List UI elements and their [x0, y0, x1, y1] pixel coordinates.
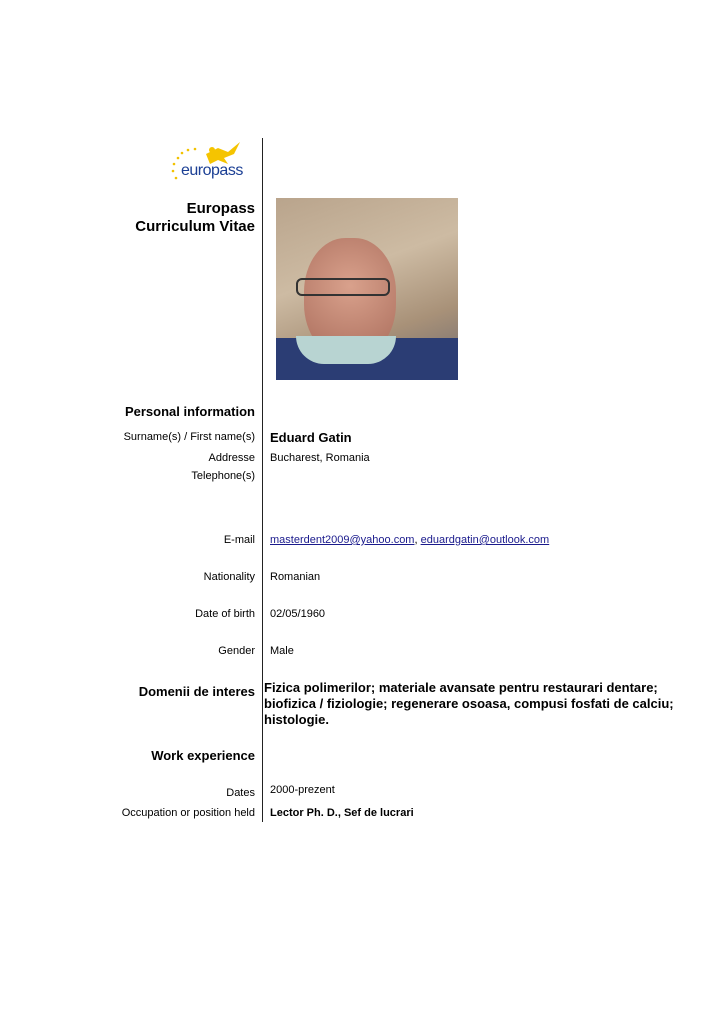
- email-link-1[interactable]: masterdent2009@yahoo.com: [270, 534, 415, 546]
- gender-label: Gender: [218, 645, 255, 657]
- column-divider: [262, 138, 263, 822]
- dates-value: 2000-prezent: [270, 784, 335, 796]
- dates-label: Dates: [226, 787, 255, 799]
- occupation-value: Lector Ph. D., Sef de lucrari: [270, 807, 414, 819]
- dob-value: 02/05/1960: [270, 608, 326, 620]
- name-value: Eduard Gatin: [270, 430, 352, 445]
- interests-text: Fizica polimerilor; materiale avansate pentru restaurari dentare; biofizica / fiziologie; regenerare osoasa, compusi fosfati de calciu; histologie.: [264, 680, 674, 727]
- europass-logo-text: europass: [181, 162, 243, 179]
- email-link-2[interactable]: eduardgatin@outlook.com: [420, 534, 550, 546]
- personal-information-heading: Personal information: [124, 404, 255, 419]
- cv-title: [135, 200, 255, 236]
- work-experience-heading: Work experience: [151, 748, 255, 763]
- title-line-1: Europass: [186, 200, 255, 217]
- dob-label: Date of birth: [195, 608, 255, 620]
- occupation-label: Occupation or position held: [121, 807, 255, 819]
- interests-label: Domenii de interes: [138, 684, 255, 699]
- address-label: Addresse: [208, 452, 255, 464]
- profile-photo: [276, 198, 458, 380]
- email-value: masterdent2009@yahoo.com, eduardgatin@outlook.com: [270, 534, 550, 546]
- nationality-label: Nationality: [203, 571, 255, 583]
- email-label: E-mail: [223, 534, 255, 546]
- title-line-2: Curriculum Vitae: [135, 218, 255, 235]
- name-label: Surname(s) / First name(s): [123, 431, 255, 443]
- nationality-value: Romanian: [270, 571, 321, 583]
- telephone-label: Telephone(s): [191, 470, 255, 482]
- gender-value: Male: [270, 645, 294, 657]
- address-value: Bucharest, Romania: [270, 452, 370, 464]
